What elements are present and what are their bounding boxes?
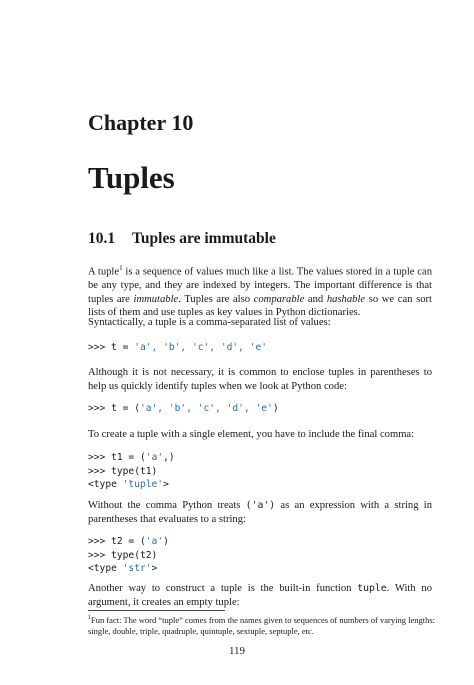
code-string: 'a' [145,536,164,547]
code-text: ) [272,403,279,414]
text-run: A tuple [88,266,120,278]
code-string: 'a', 'b', 'c', 'd', 'e' [134,342,268,353]
code-text: >>> t = [88,342,135,353]
text-run: . With no argument, it creates an empty tuple: [88,583,433,608]
code-string: 'str' [122,563,152,575]
code-block-1 [88,341,267,355]
code-text: <type [88,563,123,575]
footnote-marker: 1 [88,615,91,621]
section-number: 10.1 [88,230,116,247]
chapter-title: Tuples [88,160,175,195]
code-text: >>> type(t2) [88,549,158,561]
emphasis: hashable [326,293,366,305]
footnote-divider [88,610,225,611]
inline-code: tuple [357,583,387,594]
paragraph-parentheses: Although it is not necessary, it is common to enclose tuples in parentheses to help us quickly identify tuples when we look at Python code: [88,367,432,392]
paragraph-single-element: To create a tuple with a single element, you have to include the final comma: [88,429,415,440]
section-heading [88,230,276,248]
text-run: so we can sort lists of them and use tuples as key values in Python dictionaries. [88,293,432,319]
code-text: >>> t1 = ( [88,452,146,463]
inline-code: ('a') [245,500,276,511]
text-run: as an expression with a string in parentheses that evaluates to a string: [88,500,433,525]
paragraph-syntax: Syntactically, a tuple is a comma-separated list of values: [88,317,331,328]
code-text: >>> type(t1) [88,465,158,477]
footnote [88,613,436,637]
code-text: > [163,479,169,491]
text-run: Another way to construct a tuple is the built-in function [88,583,358,594]
paragraph-without-comma [88,499,432,526]
paragraph-intro [88,262,432,320]
footnote-ref[interactable]: 1 [119,264,123,272]
code-text: ) [163,536,169,547]
text-run: and [304,293,327,305]
code-block-4 [88,535,169,576]
text-run: . Tuples are also [178,293,254,305]
code-text: >>> t = ( [88,403,140,414]
code-text: >>> t2 = ( [88,536,146,547]
code-text: > [151,563,158,575]
code-string: 'tuple' [122,479,164,491]
text-run: Without the comma Python treats [88,500,246,511]
footnote-text: Fun fact: The word “tuple” comes from the names given to sequences of numbers of varying lengths: single, double, triple, quadruple, quintuple, sextuple, septuple, etc. [88,614,436,636]
emphasis: comparable [253,293,305,305]
code-block-2 [88,402,279,416]
text-run: is a sequence of values much like a list. The values stored in a tuple can be any type, and they are indexed by integers. The important difference is that tuples are [88,266,432,305]
page-number: 119 [228,645,246,657]
code-text: <type [88,479,123,491]
chapter-label: Chapter 10 [88,110,194,135]
paragraph-tuple-function [88,582,432,609]
code-string: 'a', 'b', 'c', 'd', 'e' [139,403,273,414]
emphasis: immutable [133,293,179,305]
code-block-3 [88,451,175,492]
code-text: ,) [163,452,175,463]
code-string: 'a' [145,452,164,463]
section-title: Tuples are immutable [132,230,276,247]
